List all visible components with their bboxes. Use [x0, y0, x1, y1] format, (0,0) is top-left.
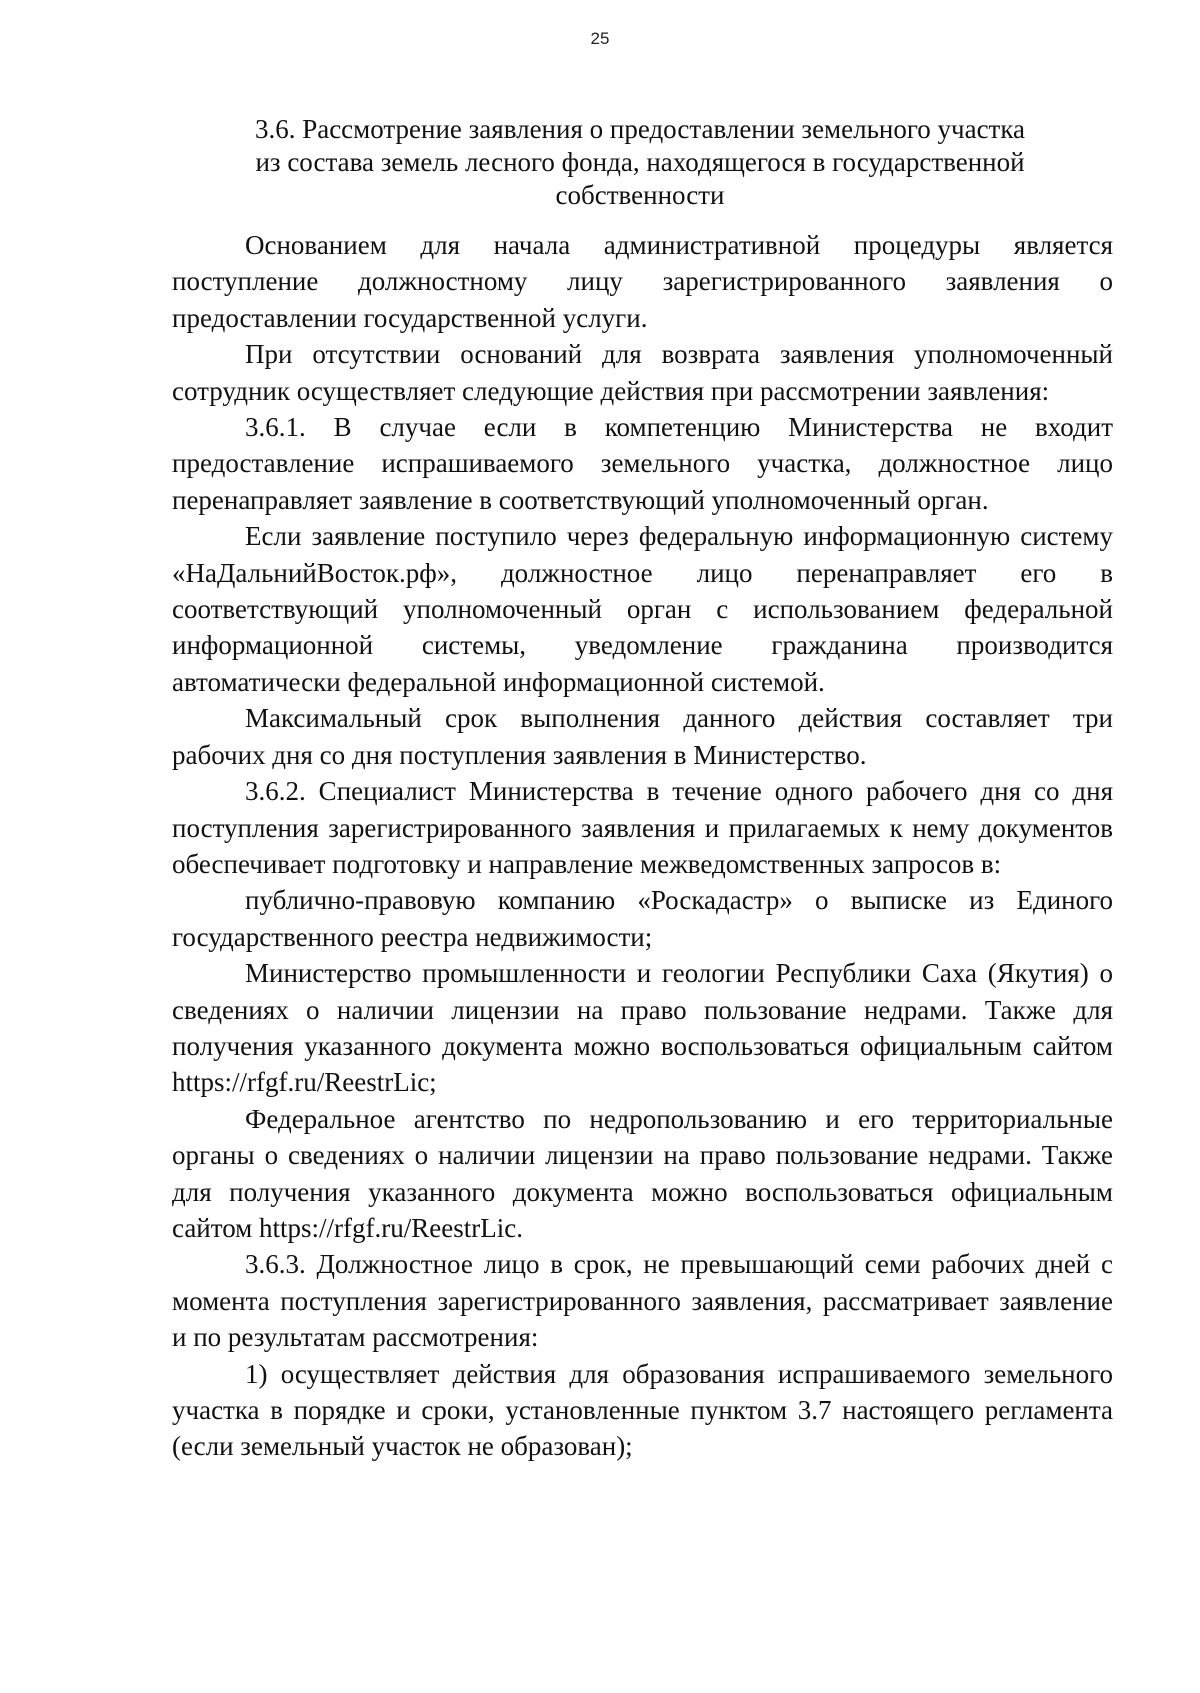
paragraph-3-6-2: 3.6.2. Специалист Министерства в течение одного рабочего дня со дня поступления зарегистрированного заявления и прилагаемых к нему документов обеспечивает подготовку и направление межведомственных запросов в:	[172, 776, 1113, 879]
document-body	[172, 227, 1113, 1465]
paragraph-ministry-geology: Министерство промышленности и геологии Республики Саха (Якутия) о сведениях о наличии лицензии на право пользование недрами. Также для получения указанного документа можно воспользоваться официальным сайтом https://rfgf.ru/ReestrLic;	[172, 958, 1113, 1098]
page-number: 25	[590, 29, 610, 48]
section-title	[200, 113, 1080, 212]
paragraph-federal-system: Если заявление поступило через федеральную информационную систему «НаДальнийВосток.рф», должностное лицо перенаправляет его в соответствующий уполномоченный орган с использованием федеральной информационной системы, уведомление гражданина производится автоматически федеральной информационной системой.	[172, 521, 1113, 697]
section-title-line: из состава земель лесного фонда, находящегося в государственной	[255, 147, 1025, 177]
paragraph-item-1: 1) осуществляет действия для образования испрашиваемого земельного участка в порядке и сроки, установленные пунктом 3.7 настоящего регламента (если земельный участок не образован);	[172, 1358, 1113, 1462]
paragraph-basis: Основанием для начала административной процедуры является поступление должностному лицу зарегистрированного заявления о предоставлении государственной услуги.	[172, 230, 1113, 333]
paragraph-rosnedra: Федеральное агентство по недропользованию и его территориальные органы о сведениях о наличии лицензии на право пользование недрами. Также для получения указанного документа можно воспользоваться официальным сайтом https://rfgf.ru/ReestrLic.	[172, 1103, 1113, 1243]
paragraph-max-term: Максимальный срок выполнения данного действия составляет три рабочих дня со дня поступления заявления в Министерство.	[172, 703, 1113, 770]
paragraph-actions-intro: При отсутствии оснований для возврата заявления уполномоченный сотрудник осуществляет следующие действия при рассмотрении заявления:	[172, 339, 1113, 406]
paragraph-3-6-1: 3.6.1. В случае если в компетенцию Министерства не входит предоставление испрашиваемого земельного участка, должностное лицо перенаправляет заявление в соответствующий уполномоченный орган.	[172, 412, 1113, 515]
paragraph-roskadastr: публично-правовую компанию «Роскадастр» о выписке из Единого государственного реестра недвижимости;	[172, 885, 1113, 952]
paragraph-3-6-3: 3.6.3. Должностное лицо в срок, не превышающий семи рабочих дней с момента поступления зарегистрированного заявления, рассматривает заявление и по результатам рассмотрения:	[172, 1249, 1113, 1353]
section-title-line: 3.6. Рассмотрение заявления о предоставлении земельного участка	[254, 114, 1026, 144]
section-title-line: собственности	[555, 180, 725, 210]
